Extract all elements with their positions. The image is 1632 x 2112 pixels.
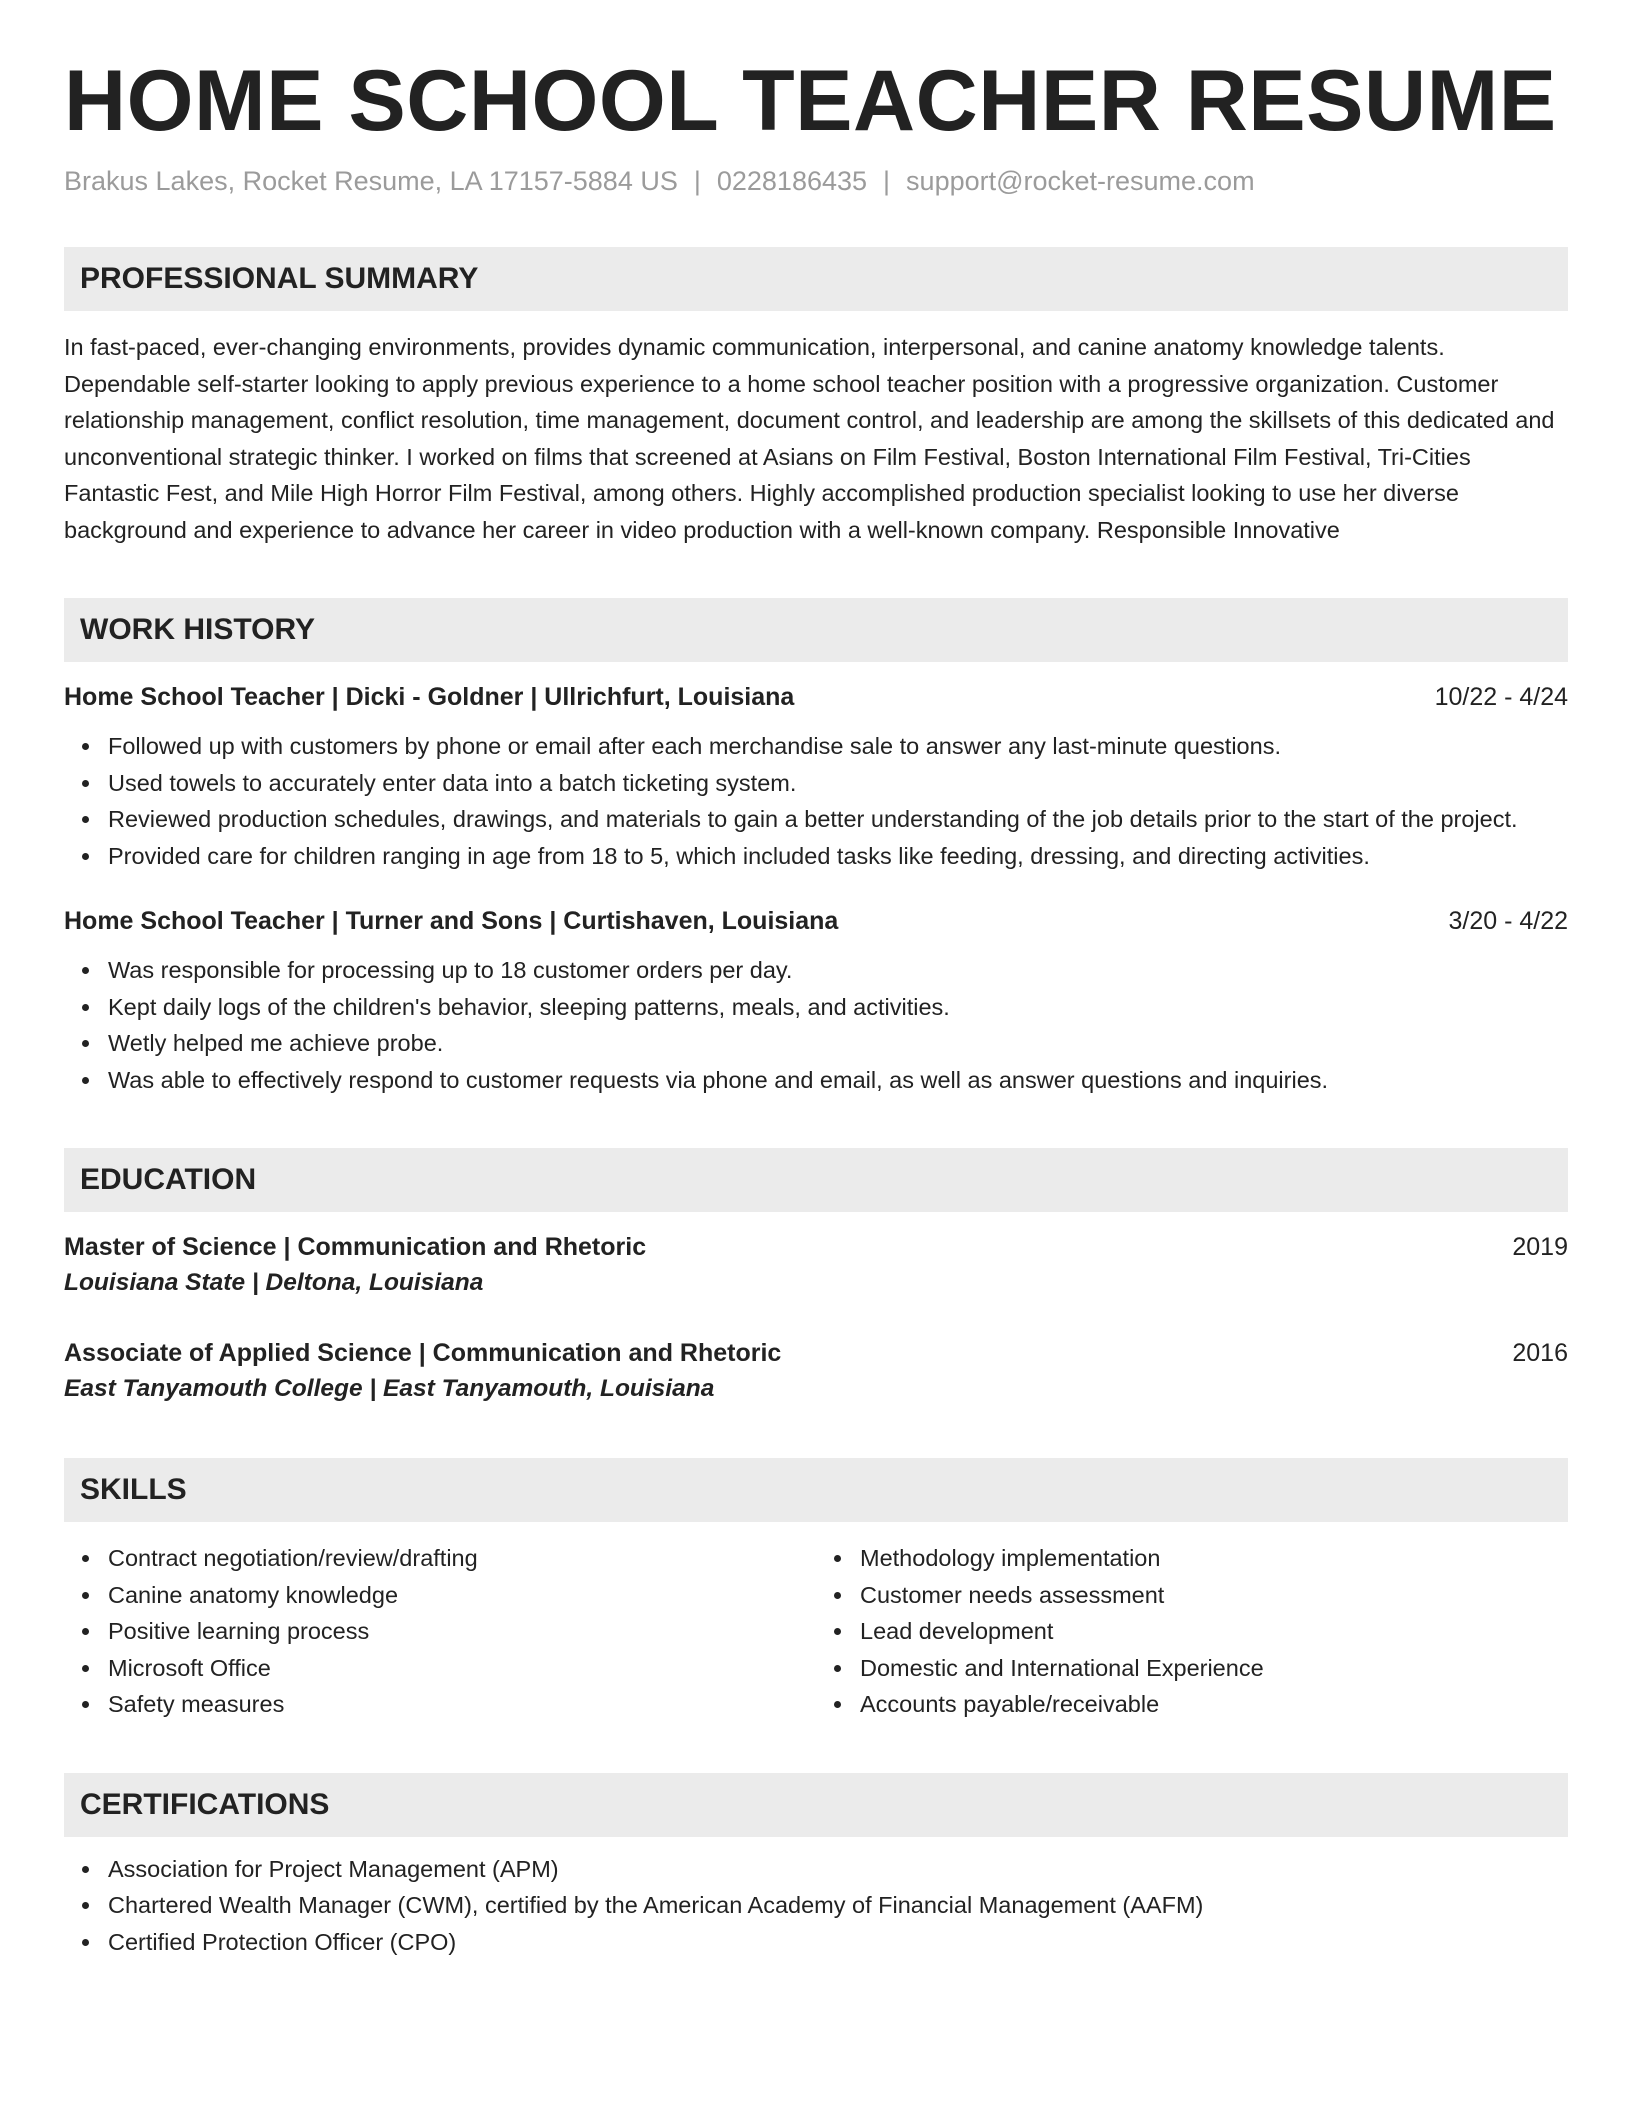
skill-item: Microsoft Office	[64, 1650, 816, 1687]
section-heading-skills: SKILLS	[64, 1458, 1568, 1522]
skill-item: Methodology implementation	[816, 1540, 1568, 1577]
certification-item: Association for Project Management (APM)	[64, 1851, 1568, 1888]
job-duty: Was able to effectively respond to customer requests via phone and email, as well as answer questions and inquiries.	[64, 1062, 1568, 1099]
section-heading-education: EDUCATION	[64, 1148, 1568, 1212]
education-school: Louisiana State | Deltona, Louisiana	[64, 1269, 484, 1297]
job-duty: Followed up with customers by phone or email after each merchandise sale to answer any last-minute questions.	[64, 728, 1568, 765]
education-entry	[64, 1336, 1568, 1408]
education-entry	[64, 1230, 1568, 1302]
education-year: 2016	[1512, 1339, 1568, 1368]
education-year: 2019	[1512, 1233, 1568, 1262]
education-school: East Tanyamouth College | East Tanyamouth, Louisiana	[64, 1375, 715, 1403]
job-dates: 3/20 - 4/22	[1448, 907, 1568, 936]
skill-item: Domestic and International Experience	[816, 1650, 1568, 1687]
section-heading-summary: PROFESSIONAL SUMMARY	[64, 247, 1568, 311]
section-heading-certifications: CERTIFICATIONS	[64, 1773, 1568, 1837]
job-duty: Wetly helped me achieve probe.	[64, 1025, 1568, 1062]
job-entry	[64, 680, 1568, 874]
job-title: Home School Teacher | Dicki - Goldner | Ullrichfurt, Louisiana	[64, 683, 795, 712]
job-duty: Kept daily logs of the children's behavior, sleeping patterns, meals, and activities.	[64, 989, 1568, 1026]
job-duties	[64, 728, 1568, 874]
skills-column-left	[64, 1540, 816, 1723]
job-duty: Was responsible for processing up to 18 customer orders per day.	[64, 952, 1568, 989]
certification-item: Certified Protection Officer (CPO)	[64, 1924, 1568, 1961]
summary-text: In fast-paced, ever-changing environments, provides dynamic communication, interpersonal, and canine anatomy knowledge talents. Dependable self-starter looking to apply previous experience to a home school teacher position with a progressive organization. Customer relationship management, conflict resolution, time management, document control, and leadership are among the skillsets of this dedicated and unconventional strategic thinker. I worked on films that screened at Asians on Film Festival, Boston International Film Festival, Tri-Cities Fantastic Fest, and Mile High Horror Film Festival, among others. Highly accomplished production specialist looking to use her diverse background and experience to advance her career in video production with a well-known company. Responsible Innovative	[64, 334, 1555, 543]
job-duty: Provided care for children ranging in age from 18 to 5, which included tasks like feeding, dressing, and directing activities.	[64, 838, 1568, 875]
education-degree: Master of Science | Communication and Rhetoric	[64, 1233, 647, 1262]
skill-item: Safety measures	[64, 1686, 816, 1723]
education-header	[64, 1230, 1568, 1264]
skills-grid	[64, 1540, 1568, 1723]
certifications-list	[64, 1851, 1568, 1961]
certification-item: Chartered Wealth Manager (CWM), certified by the American Academy of Financial Management (AAFM)	[64, 1887, 1568, 1924]
skill-item: Contract negotiation/review/drafting	[64, 1540, 816, 1577]
contact-separator: |	[693, 166, 701, 197]
contact-phone: 0228186435	[716, 166, 868, 197]
resume-title: HOME SCHOOL TEACHER RESUME	[64, 53, 1557, 149]
job-header	[64, 904, 1568, 938]
education-header	[64, 1336, 1568, 1370]
contact-address: Brakus Lakes, Rocket Resume, LA 17157-5884 US	[64, 166, 678, 197]
skills-column-right	[816, 1540, 1568, 1723]
skill-item: Lead development	[816, 1613, 1568, 1650]
job-duty: Reviewed production schedules, drawings, and materials to gain a better understanding of the job details prior to the start of the project.	[64, 801, 1568, 838]
skill-item: Accounts payable/receivable	[816, 1686, 1568, 1723]
contact-email: support@rocket-resume.com	[906, 166, 1255, 197]
contact-line	[64, 166, 1568, 197]
job-duties	[64, 952, 1568, 1098]
section-heading-work-history: WORK HISTORY	[64, 598, 1568, 662]
skill-item: Canine anatomy knowledge	[64, 1577, 816, 1614]
job-header	[64, 680, 1568, 714]
job-title: Home School Teacher | Turner and Sons | Curtishaven, Louisiana	[64, 907, 839, 936]
skill-item: Customer needs assessment	[816, 1577, 1568, 1614]
skill-item: Positive learning process	[64, 1613, 816, 1650]
education-list	[64, 1230, 1568, 1408]
education-degree: Associate of Applied Science | Communication and Rhetoric	[64, 1339, 782, 1368]
job-dates: 10/22 - 4/24	[1434, 683, 1568, 712]
work-history-list	[64, 680, 1568, 1098]
job-entry	[64, 904, 1568, 1098]
job-duty: Used towels to accurately enter data into a batch ticketing system.	[64, 765, 1568, 802]
contact-separator: |	[883, 166, 891, 197]
